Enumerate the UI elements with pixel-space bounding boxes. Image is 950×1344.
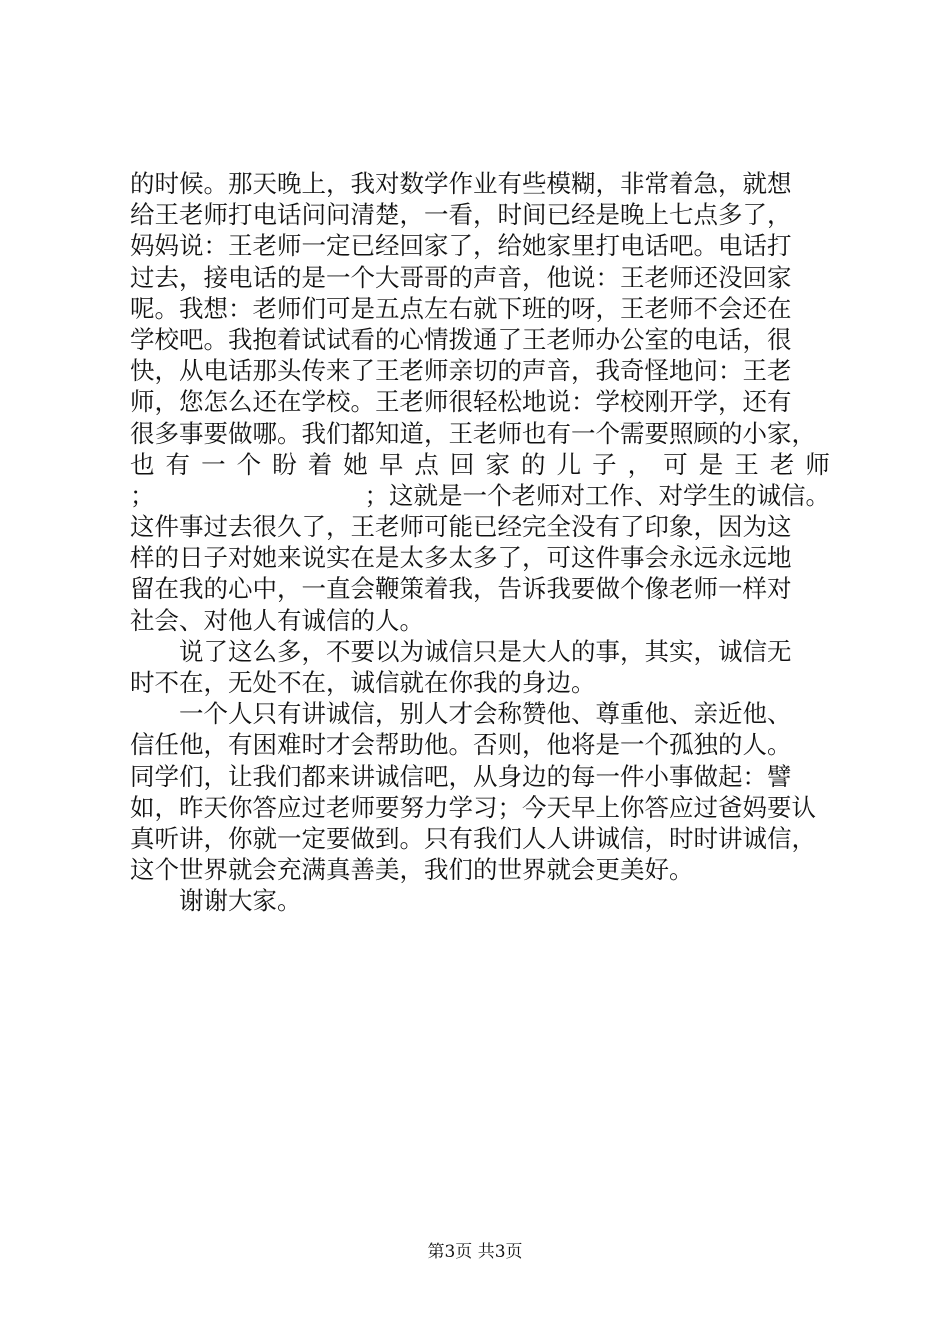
justified-text-line <box>130 449 830 480</box>
text-line: 过去，接电话的是一个大哥哥的声音，他说：王老师还没回家 <box>130 262 792 292</box>
text-line: 时不在，无处不在，诚信就在你我的身边。 <box>130 668 596 697</box>
justified-char: 老 <box>769 449 795 479</box>
justified-char: 一 <box>201 449 226 479</box>
justified-char: 早 <box>378 449 404 479</box>
justified-char: 有 <box>165 449 191 479</box>
text-line: 样的日子对她来说实在是太多太多了，可这件事会永远永远地 <box>130 543 792 573</box>
page-number-footer: 第3页 共3页 <box>427 1242 523 1262</box>
text-line: 很多事要做哪。我们都知道，王老师也有一个需要照顾的小家， <box>130 418 816 448</box>
text-line: 妈妈说：王老师一定已经回家了，给她家里打电话吧。电话打 <box>130 231 792 261</box>
text-line: 信任他，有困难时才会帮助他。否则，他将是一个孤独的人。 <box>130 730 792 760</box>
justified-char: 师 <box>805 449 830 479</box>
justified-char: 是 <box>698 449 724 479</box>
justified-char: 她 <box>343 449 368 479</box>
text-fragment: ； <box>130 480 155 510</box>
split-text-line <box>130 480 830 511</box>
justified-char: 可 <box>663 449 688 479</box>
text-line: 社会、对他人有诚信的人。 <box>130 605 424 635</box>
justified-char: 点 <box>414 449 439 479</box>
text-line: 如，昨天你答应过老师要努力学习；今天早上你答应过爸妈要认 <box>130 792 816 822</box>
justified-char: 着 <box>307 449 333 479</box>
text-line: 给王老师打电话问问清楚，一看，时间已经是晚上七点多了， <box>130 200 792 230</box>
text-line: 呢。我想：老师们可是五点左右就下班的呀，王老师不会还在 <box>130 293 792 323</box>
justified-char: 盼 <box>272 449 297 479</box>
justified-char: 的 <box>521 449 546 479</box>
text-line: 真听讲，你就一定要做到。只有我们人人讲诚信，时时讲诚信， <box>130 823 816 853</box>
justified-char: 王 <box>734 449 759 479</box>
justified-char: 回 <box>449 449 475 479</box>
text-line: 学校吧。我抱着试试看的心情拨通了王老师办公室的电话，很 <box>130 324 792 354</box>
justified-char: 也 <box>130 449 155 479</box>
text-line: 快，从电话那头传来了王老师亲切的声音，我奇怪地问：王老 <box>130 356 792 386</box>
justified-char: 个 <box>236 449 262 479</box>
text-line: 这个世界就会充满真善美，我们的世界就会更美好。 <box>130 855 694 885</box>
justified-char: 家 <box>485 449 510 479</box>
justified-char: ， <box>627 449 653 479</box>
text-line: 的时候。那天晚上，我对数学作业有些模糊，非常着急，就想 <box>130 169 792 198</box>
text-line: 留在我的心中，一直会鞭策着我，告诉我要做个像老师一样对 <box>130 574 792 604</box>
body-text <box>130 168 830 917</box>
text-line: 说了这么多，不要以为诚信只是大人的事，其实，诚信无 <box>130 636 792 666</box>
justified-char: 儿 <box>556 449 582 479</box>
text-line: 谢谢大家。 <box>130 886 302 916</box>
text-line: 同学们，让我们都来讲诚信吧，从身边的每一件小事做起：譬 <box>130 761 792 791</box>
justified-char: 子 <box>592 449 617 479</box>
text-fragment: ；这就是一个老师对工作、对学生的诚信。 <box>364 480 830 510</box>
text-line: 这件事过去很久了，王老师可能已经完全没有了印象，因为这 <box>130 512 792 542</box>
text-line: 一个人只有讲诚信，别人才会称赞他、尊重他、亲近他、 <box>130 699 792 729</box>
text-line: 师，您怎么还在学校。王老师很轻松地说：学校刚开学，还有 <box>130 387 792 417</box>
